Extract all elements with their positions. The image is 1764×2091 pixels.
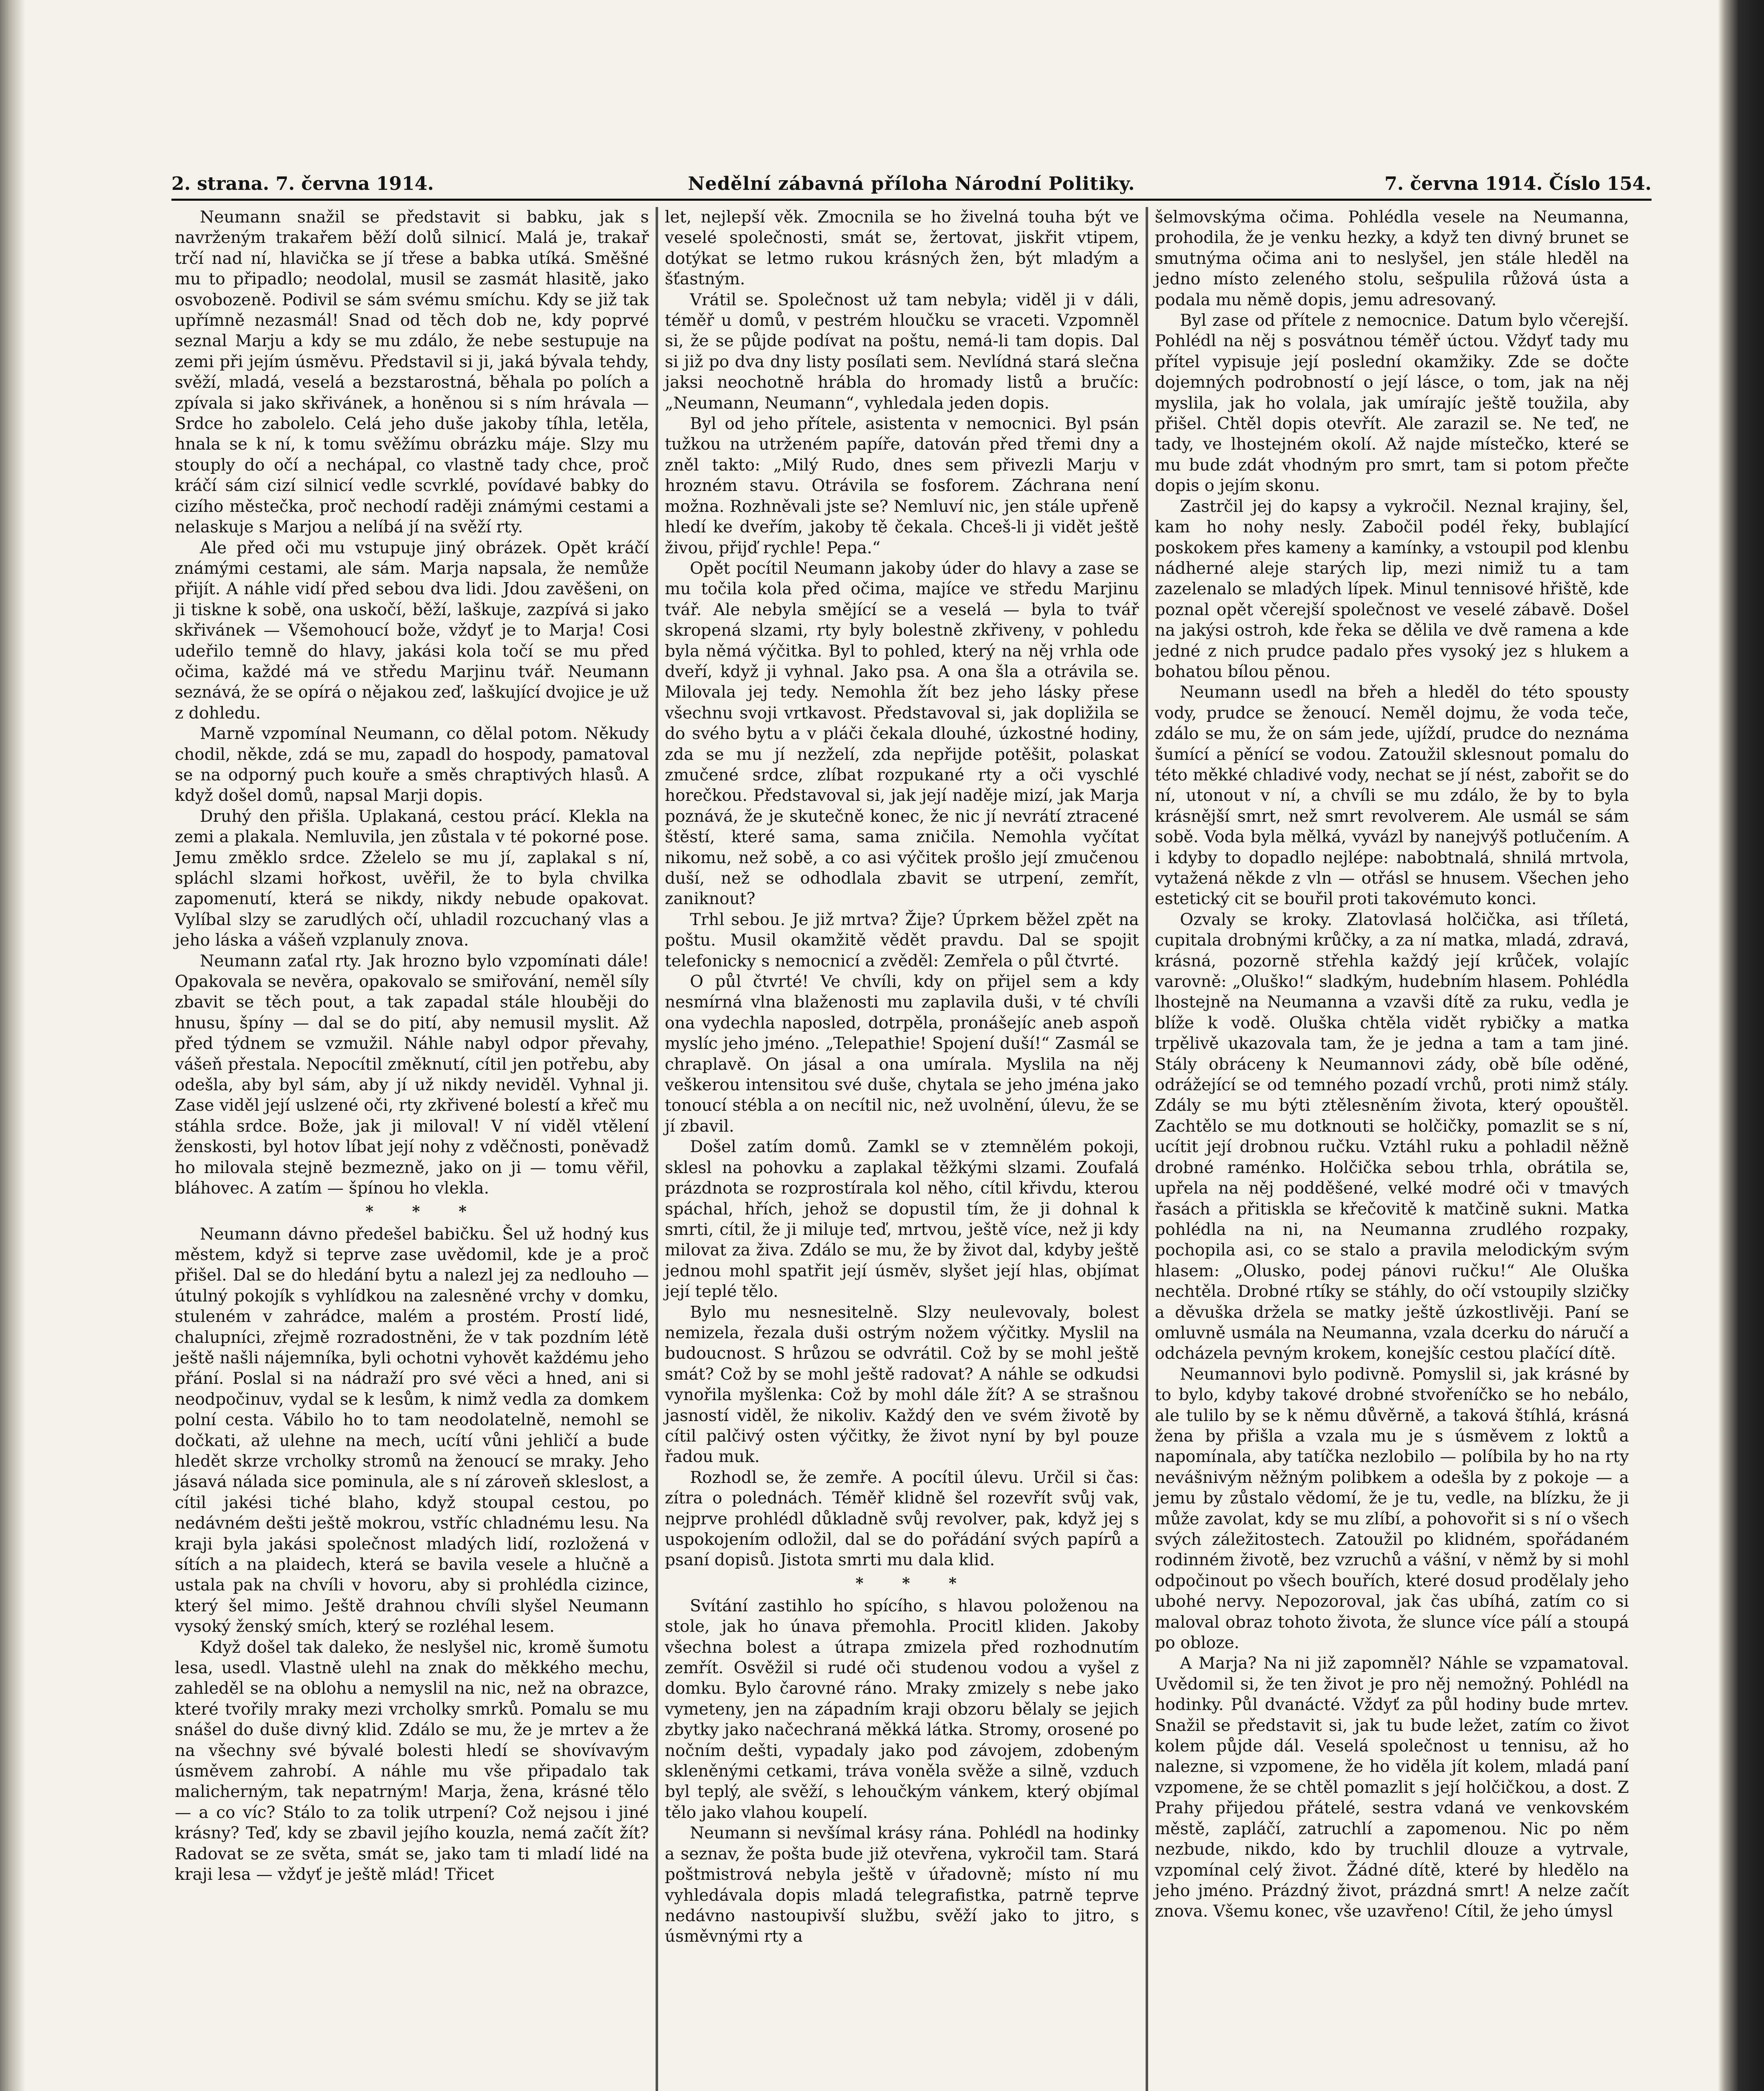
header-issue-number: 7. června 1914. Číslo 154.	[1384, 173, 1652, 194]
article-paragraph: šelmovskýma očima. Pohlédla vesele na Neumanna, prohodila, že je venku hezky, a když ten divný brunet se smutnýma očima ani to neslyšel, jen stále hleděl na jedno místo zeleného stolu, sešpulila růžová ústa a podala mu němě dopis, jemu adresovaný.	[1155, 208, 1629, 309]
column-rule	[1146, 207, 1148, 2091]
column-3	[1151, 207, 1632, 2091]
newspaper-page	[171, 169, 1652, 2091]
article-paragraph: Byl od jeho přítele, asistenta v nemocnici. Byl psán tužkou na utrženém papíře, datován před třemi dny a zněl takto: „Milý Rudo, dnes sem přivezli Marju v hrozném stavu. Otrávila se fosforem. Záchrana není možna. Rozhněvali jste se? Nemluví nic, jen stále upřeně hledí ke dveřím, jakoby tě čekala. Chceš-li ji vidět ještě živou, přijď rychle! Pepa.“	[665, 414, 1139, 557]
article-paragraph: Zastrčil jej do kapsy a vykročil. Neznal krajiny, šel, kam ho nohy nesly. Zabočil podél řeky, bublající poskokem přes kameny a kamínky, a vstoupil pod klenbu nádherné aleje starých lip, mezi nimiž tu a tam zazelenalo se mladých lípek. Minul tennisové hřiště, kde poznal opět včerejší společnost ve veselé zábavě. Došel na jakýsi ostroh, kde řeka se dělila ve dvě ramena a kde jedné z nich prudce padalo přes vysoký jez s hlukem a bohatou bílou pěnou.	[1155, 497, 1629, 681]
header-page-date: 2. strana. 7. června 1914.	[171, 173, 434, 194]
article-paragraph: Neumann usedl na břeh a hleděl do této spousty vody, prudce se ženoucí. Neměl dojmu, že voda teče, zdálo se mu, že on sám jede, ujíždí, prudce do neznáma šumící a pěnící se vodou. Zatoužil sklesnout pomalu do této měkké chladivé vody, nechat se jí nést, zabořit se do ní, utonout v ní, a chvíli se mu zdálo, že by to byla krásnější smrt, než smrt revolverem. Ale usmál se sám sobě. Voda byla mělká, vyvázl by nanejvýš potlučením. A i kdyby to dopadlo nejlépe: nabobtnalá, shnilá mrtvola, vytažená někde z vln — otřásl se hnusem. Všechen jeho estetický cit se bouřil proti takovémuto konci.	[1155, 683, 1629, 909]
article-paragraph: Byl zase od přítele z nemocnice. Datum bylo včerejší. Pohlédl na něj s posvátnou téměř úctou. Vždyť tady mu přítel vypisuje její poslední okamžiky. Zde se dočte dojemných podrobností o její lásce, o tom, jak na něj myslila, jak ho volala, jak umírajíc ještě toužila, aby přišel. Chtěl dopis otevřít. Ale zarazil se. Ne teď, ne tady, ve lhostejném okolí. Až najde místečko, které se mu bude zdát vhodným pro smrt, tam si potom přečte dopis o jejím skonu.	[1155, 311, 1629, 496]
article-paragraph: Neumann si nevšímal krásy rána. Pohlédl na hodinky a seznav, že pošta bude již otevřena, vykročil tam. Stará poštmistrová nebyla ještě v úřadovně; místo ní mu vyhledávala dopis mladá telegrafistka, patrně teprve nedávno nastoupivší službu, svěží jako to jitro, s úsměvnými rty a	[665, 1824, 1139, 1946]
section-separator: * * *	[855, 1574, 973, 1592]
article-paragraph: Ale před oči mu vstupuje jiný obrázek. Opět kráčí známými cestami, ale sám. Marja napsala, že nemůže přijít. A náhle vidí před sebou dva lidi. Jdou zavěšeni, on ji tiskne k sobě, ona uskočí, běží, laškuje, zazpívá si jako skřivánek — Všemohoucí bože, vždyť je to Marja! Cosi udeřilo temně do hlavy, jakási kola točí se mu před očima, každé má ve středu Marjinu tvář. Neumann seznává, že se opírá o nějakou zeď, laškující dvojice je už z dohledu.	[175, 538, 649, 723]
column-2	[661, 207, 1142, 2091]
article-paragraph: Marně vzpomínal Neumann, co dělal potom. Někudy chodil, někde, zdá se mu, zapadl do hospody, pamatoval se na odporný puch kouře a směs chraptivých hlasů. A když došel domů, napsal Marji dopis.	[175, 724, 649, 805]
article-paragraph: Trhl sebou. Je již mrtva? Žije? Úprkem běžel zpět na poštu. Musil okamžitě vědět pravdu. Dal se spojit telefonicky s nemocnicí a zvěděl: Zemřela o půl čtvrté.	[665, 910, 1139, 971]
page-edge-shadow-right	[1718, 0, 1764, 2091]
article-paragraph: let, nejlepší věk. Zmocnila se ho živelná touha být ve veselé společnosti, smát se, žertovat, jiskřit vtipem, dotýkat se letmo rukou krásných žen, být mladým a šťastným.	[665, 208, 1139, 289]
article-paragraph: Druhý den přišla. Uplakaná, cestou prácí. Klekla na zemi a plakala. Nemluvila, jen zůstala v té pokorné pose. Jemu změklo srdce. Zželelo se mu jí, zaplakal s ní, spláchl slzami hořkost, uvěřil, že to byla chvilka zapomenutí, která se nikdy, nikdy nebude opakovat. Vylíbal slzy se zarudlých očí, uhladil rozcuchaný vlas a jeho láska a vášeň vzplanuly znova.	[175, 807, 649, 950]
article-paragraph: Neumannovi bylo podivně. Pomyslil si, jak krásné by to bylo, kdyby takové drobné stvořeníčko se ho nebálo, ale tulilo by se k němu důvěrně, a taková štíhlá, krásná žena by přišla a vzala mu je s úsměvem z loktů a napomínala, aby tatíčka nezlobilo — políbila by ho na rty nevášnivým něžným polibkem a odešla by z pokoje — a jemu by zůstalo vědomí, že je tu, vedle, na blízku, že ji může zavolat, kdy se mu zlíbí, a pohovořit si s ní o všech svých záležitostech. Zatoužil po klidném, spořádaném rodinném životě, bez vzruchů a vášní, v němž by si mohl odpočinout po všech bouřích, které dosud prodělaly jeho ubohé nervy. Nepozoroval, jak čas ubíhá, zatím co si maloval obraz tohoto života, že slunce více pálí a stoupá po obloze.	[1155, 1365, 1629, 1653]
article-paragraph: Ozvaly se kroky. Zlatovlasá holčička, asi tříletá, cupitala drobnými krůčky, a za ní matka, mladá, zdravá, krásná, pozorně střehla každý její krůček, volajíc varovně: „Oluško!“ sladkým, hudebním hlasem. Pohlédla lhostejně na Neumanna a vzavši dítě za ruku, vedla je blíže k vodě. Oluška chtěla vidět rybičky a matka trpělivě ukazovala tam, že je jedna a tam a tam jiné. Stály obráceny k Neumannovi zády, obě bíle oděné, odrážející se od temného pozadí vrchů, proti nimž stály. Zdály se mu býti ztělesněním života, který opouštěl. Zachtělo se mu dotknouti se holčičky, pomazlit se s ní, ucítit její drobnou ručku. Vztáhl ruku a pohladil něžně drobné raménko. Holčička sebou trhla, obrátila se, upřela na něj podděšené, velké modré oči v tmavých řasách a přitiskla se křečovitě k matčině sukni. Matka pohlédla na ni, na Neumanna zrudlého rozpaky, pochopila asi, co se stalo a pravila melodickým svým hlasem: „Olusko, podej pánovi ručku!“ Ale Oluška nechtěla. Drobné rtíky se stáhly, do očí vstoupily slzičky a děvuška držela se matky ještě úzkostlivěji. Paní se omluvně usmála na Neumanna, vzala dcerku do náručí a odcházela pevným krokem, konejšíc cestou plačící dítě.	[1155, 910, 1629, 1363]
article-paragraph: Bylo mu nesnesitelně. Slzy neulevovaly, bolest nemizela, řezala duši ostrým nožem výčitky. Myslil na budoucnost. S hrůzou se odvrátil. Což by se mohl ještě smát? Což by se mohl ještě radovat? A náhle se odkudsi vynořila myšlenka: Což by mohl dále žít? A se strašnou jasností viděl, že nikoliv. Každý den ve svém životě by cítil palčivý osten výčitky, že život nyní by byl pouze řadou muk.	[665, 1303, 1139, 1467]
header-publication-title: Nedělní zábavná příloha Národní Politiky.	[688, 173, 1135, 194]
column-rule	[656, 207, 658, 2091]
article-paragraph: Svítání zastihlo ho spícího, s hlavou položenou na stole, jak ho únava přemohla. Procitl kliden. Jakoby všechna bolest a útrapa zmizela před rozhodnutím zemřít. Osvěžil si rudé oči studenou vodou a vyšel z domku. Bylo čarovné ráno. Mraky zmizely s nebe jako vymeteny, jen na západním kraji obzoru bělaly se jejich zbytky jako načechraná měkká látka. Stromy, orosené po nočním dešti, vypadaly jako pod závojem, zdobeným skleněnými cetkami, tráva voněla svěže a silně, vzduch byl teplý, ale svěží, s lehoučkým vánkem, který objímal tělo jako vlahou koupelí.	[665, 1596, 1139, 1822]
article-paragraph: Když došel tak daleko, že neslyšel nic, kromě šumotu lesa, usedl. Vlastně ulehl na znak do měkkého mechu, zahleděl se na oblohu a nemyslil na nic, než na obrazce, které tvořily mraky mezi vrcholky smrků. Pomalu se mu snášel do duše divný klid. Zdálo se mu, že je mrtev a že na všechny své bývalé bolesti hledí se shovívavým úsměvem zahrobí. A náhle mu vše připadalo tak malicherným, tak nepatrným! Marja, žena, krásné tělo — a co víc? Stálo to za tolik utrpení? Což nejsou i jiné krásny? Teď, kdy se zbavil jejího kouzla, nemá začít žít? Radovat se ze světa, smát se, jako tam ti mladí lidé na kraji lesa — vždyť je ještě mlád! Třicet	[175, 1638, 649, 1884]
article-paragraph: A Marja? Na ni již zapomněl? Náhle se vzpamatoval. Uvědomil si, že ten život je pro něj nemožný. Pohlédl na hodinky. Půl dvanácté. Vždyť za půl hodiny bude mrtev. Snažil se představit si, jak tu bude ležet, zatím co život kolem půjde dál. Veselá společnost u tennisu, až ho nalezne, si vzpomene, že ho viděla jít kolem, mladá paní vzpomene, že se chtěl pomazlit s její holčičkou, a dost. Z Prahy přijedou přátelé, sestra vdaná ve venkovském městě, zapláčí, zatruchlí a zapomenou. Nic po něm nezbude, nikdo, kdo by truchlil dlouze a vytrvale, vzpomínal celý život. Žádné dítě, které by hledělo na jeho jméno. Prázdný život, prázdná smrt! A nelze začít znova. Všemu konec, vše uzavřeno! Cítil, že jeho úmysl	[1155, 1654, 1629, 1921]
article-paragraph: Neumann dávno předešel babičku. Šel už hodný kus městem, když si teprve zase uvědomil, kde je a proč přišel. Dal se do hledání bytu a nalezl jej za nedlouho — útulný pokojík s vyhlídkou na zalesněné vrchy v domku, stuleném v zahrádce, malém a prostém. Prostí lidé, chalupníci, zřejmě rozradostněni, že v tak pozdním létě ještě našli nájemníka, byli ochotni vyhovět každému jeho přání. Poslal si na nádraží pro své věci a hned, ani si neodpočinuv, vydal se k lesům, k nimž vedla za domkem polní cesta. Vábilo ho to tam neodolatelně, nemohl se dočkati, až ulehne na mech, ucítí vůni jehličí a bude hledět skrze vrcholky stromů na ženoucí se mraky. Jeho jásavá nálada sice pominula, ale s ní zároveň skleslost, a cítil jakési tiché blaho, když stoupal cestou, po nedávném dešti ještě mokrou, vstříc chladnému lesu. Na kraji byla jakási společnost mladých lidí, rozložená v sítích a na plaidech, která se bavila vesele a hlučně a ustala pak na chvíli v hovoru, aby si prohlédla cizince, který šel mimo. Ještě drahnou chvíli slyšel Neumann vysoký ženský smích, který se rozléhal lesem.	[175, 1224, 649, 1636]
article-paragraph: Rozhodl se, že zemře. A pocítil úlevu. Určil si čas: zítra o polednách. Téměř klidně šel rozevřít svůj vak, nejprve prohlédl důkladně svůj revolver, pak, když jej s uspokojením odložil, dal se do pořádání svých papírů a psaní dopisů. Jistota smrti mu dala klid.	[665, 1468, 1139, 1570]
article-paragraph: O půl čtvrté! Ve chvíli, kdy on přijel sem a kdy nesmírná vlna blaženosti mu zaplavila duši, v té chvíli ona vydechla naposled, dotrpěla, pronášejíc aneb aspoň myslíc jeho jméno. „Telepathie! Spojení duší!“ Zasmál se chraplavě. On jásal a ona umírala. Myslila na něj veškerou intensitou své duše, chytala se jeho jména jako tonoucí stébla a on necítil nic, než uvolnění, úlevu, že se jí zbavil.	[665, 972, 1139, 1136]
section-separator: * * *	[365, 1202, 483, 1220]
page-edge-shadow-left	[0, 0, 25, 2091]
article-paragraph: Neumann snažil se představit si babku, jak s navrženým trakařem běží dolů silnicí. Malá je, trakař trčí nad ní, hlavička se jí třese a babka utíká. Směšné mu to připadlo; neodolal, musil se zasmát hlasitě, jako osvobozeně. Podivil se sám svému smíchu. Kdy se již tak upřímně nezasmál! Snad od těch dob ne, kdy poprvé seznal Marju a kdy se mu zdálo, že nebe sestupuje na zemi při jejím úsměvu. Představil si ji, jaká bývala tehdy, svěží, mladá, veselá a bezstarostná, běhala po polích a zpívala si jako skřivánek, a honěnou si s ním hrávala — Srdce ho zabolelo. Celá jeho duše jakoby tíhla, letěla, hnala se k ní, k tomu svěžímu obrázku máje. Slzy mu stouply do očí a nechápal, co vlastně tady chce, proč kráčí sám cizí silnicí vedle scvrklé, povídavé babky do cizího městečka, proč nechodí raději známými cestami a nelaskuje s Marjou a nelíbá jí na svěží rty.	[175, 208, 649, 537]
article-paragraph: Vrátil se. Společnost už tam nebyla; viděl ji v dáli, téměř u domů, v pestrém hloučku se vraceti. Vzpomněl si, že se půjde podívat na poštu, nemá-li tam dopis. Dal si již po dva dny listy posílati sem. Nevlídná stará slečna jaksi neochotně hrábla do hromady listů a bručíc: „Neumann, Neumann“, vyhledala jeden dopis.	[665, 290, 1139, 413]
article-columns	[171, 207, 1652, 2091]
article-paragraph: Opět pocítil Neumann jakoby úder do hlavy a zase se mu točila kola před očima, majíce ve středu Marjinu tvář. Ale nebyla smějící se a veselá — byla to tvář skropená slzami, rty byly bolestně zkřiveny, v pohledu byla němá výčitka. Byl to pohled, který na něj vrhla ode dveří, když ji vyhnal. Jako psa. A ona šla a otrávila se. Milovala jej tedy. Nemohla žít bez jeho lásky přese všechnu svoji vrtkavost. Představoval si, jak dopližila se do svého bytu a v pláči čekala dlouhé, úzkostné hodiny, zda se mu jí nezželí, zda nepřijde potěšit, polaskat zmučené srdce, zlíbat rozpukané rty a oči vyschlé horečkou. Představoval si, jak její naděje mizí, jak Marja poznává, že je skutečně konec, že nic jí nevrátí ztracené štěstí, které sama, sama zničila. Nemohla vyčítat nikomu, než sobě, a co asi výčitek prošlo její zmučenou duší, než se odhodlala zbavit se utrpení, zemřít, zaniknout?	[665, 559, 1139, 909]
article-paragraph: Došel zatím domů. Zamkl se v ztemnělém pokoji, sklesl na pohovku a zaplakal těžkými slzami. Zoufalá prázdnota se rozprostírala kol něho, cítil křivdu, kterou spáchal, hřích, jehož se dopustil tím, že ji dohnal k smrti, cítil, že ji miluje teď, mrtvou, ještě více, než ji kdy milovat za živa. Zdálo se mu, že by život dal, kdyby ještě jednou mohl spatřit její úsměv, slyšet její hlas, objímat její teplé tělo.	[665, 1138, 1139, 1301]
page-header	[171, 169, 1652, 201]
article-paragraph: Neumann zaťal rty. Jak hrozno bylo vzpomínati dále! Opakovala se nevěra, opakovalo se smiřování, neměl síly zbavit se těch pout, a tak zapadal stále hlouběji do hnusu, špíny — dal se do pití, aby nemusil myslit. Až před týdnem se vzmužil. Náhle nabyl odpor převahy, vášeň přestala. Nepocítil změknutí, cítil jen potřebu, aby odešla, aby byl sám, aby jí už nikdy neviděl. Vyhnal ji. Zase viděl její uslzené oči, rty zkřivené bolestí a křeč mu stáhla srdce. Bože, jak ji miloval! V ní viděl vtělení ženskosti, byl hotov líbat její nohy z vděčnosti, poněvadž ho milovala stejně bezmezně, jako on ji — tomu věřil, bláhovec. A zatím — špínou ho vlekla.	[175, 951, 649, 1198]
column-1	[171, 207, 652, 2091]
